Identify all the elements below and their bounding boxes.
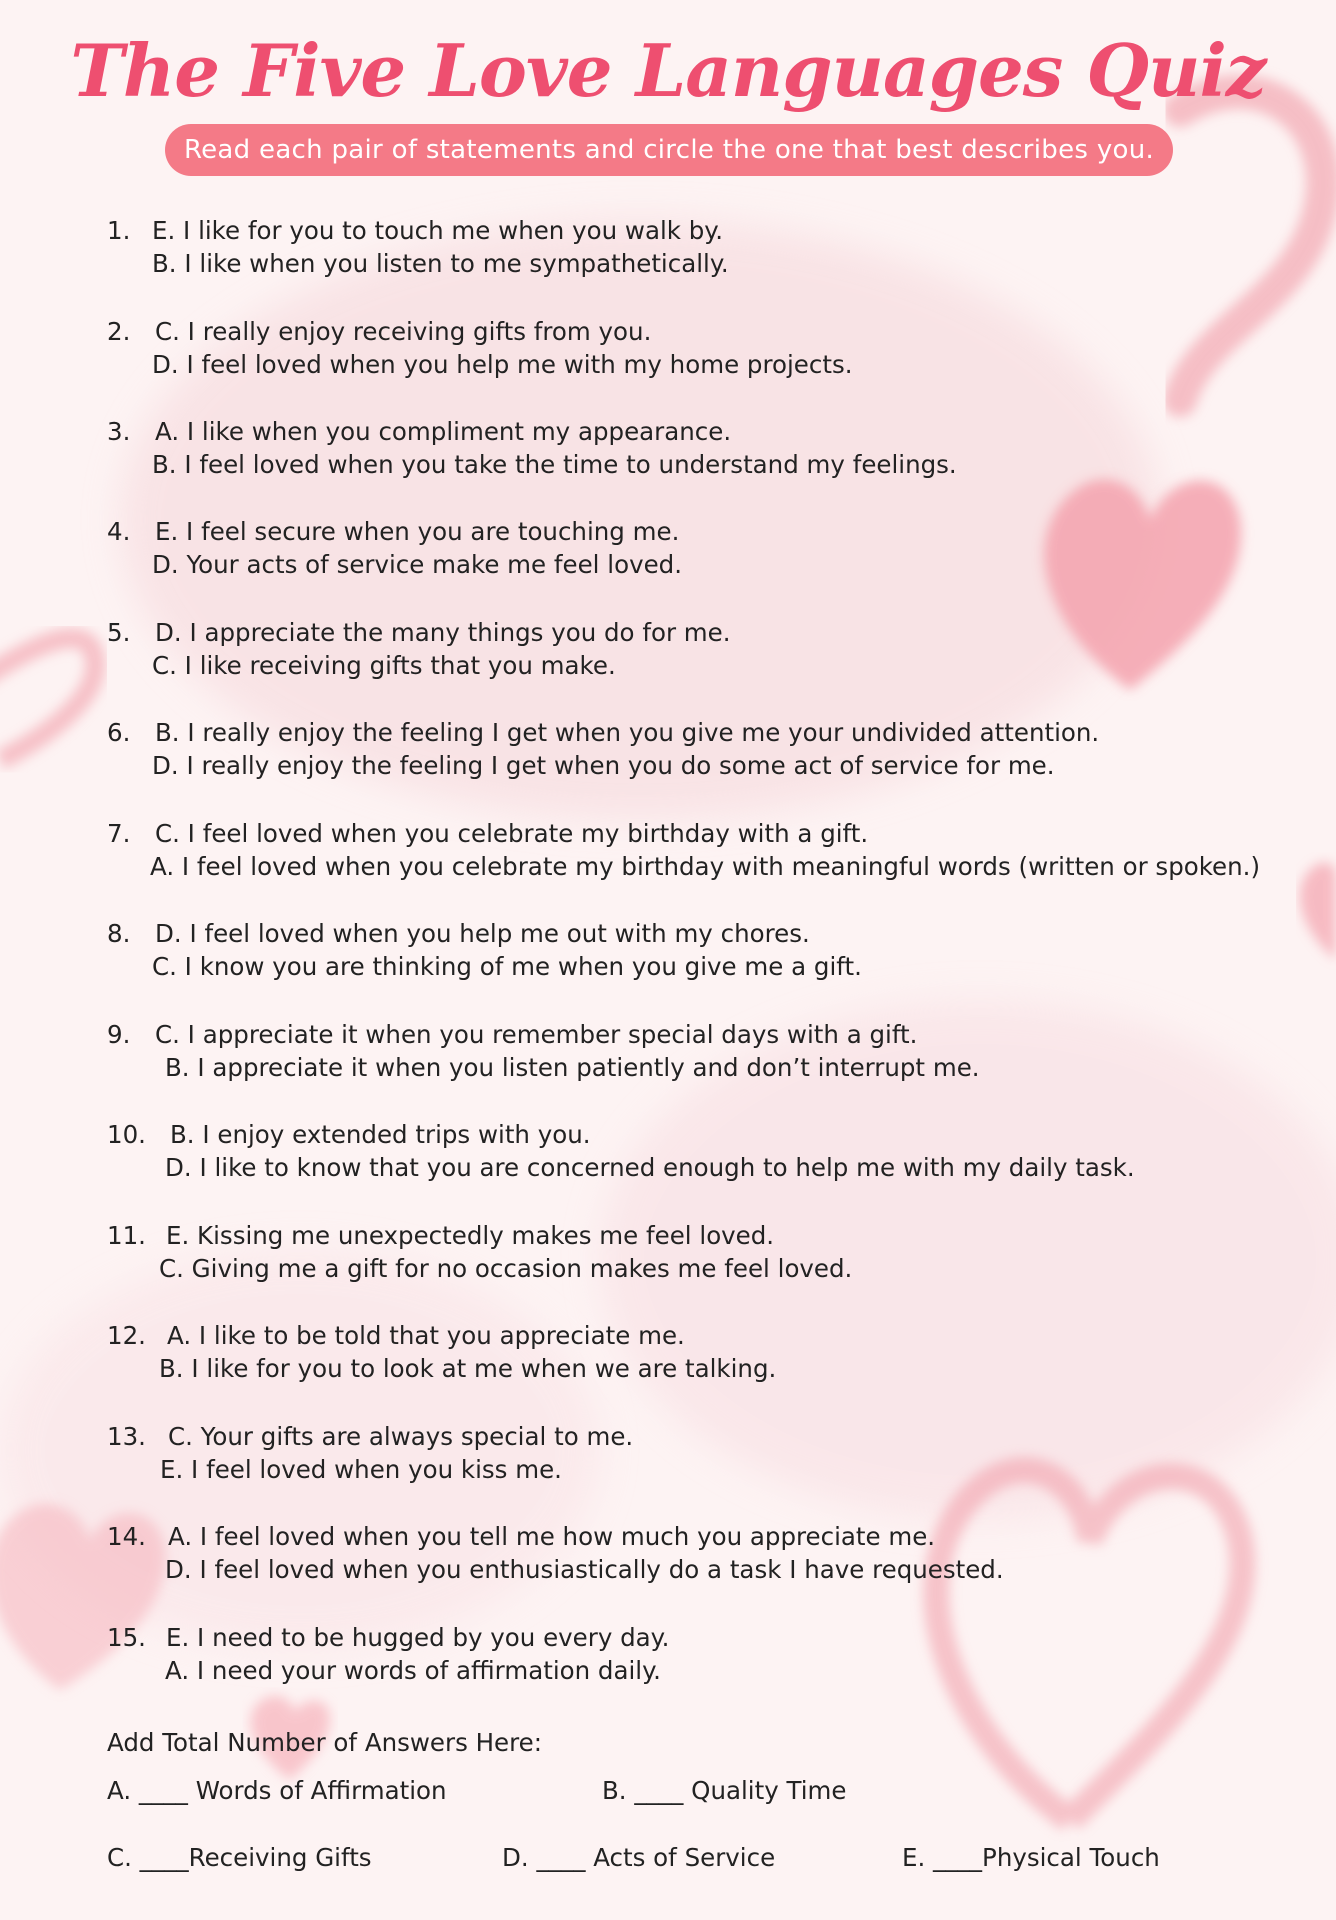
statement-option[interactable]: B. I appreciate it when you listen patiently and don’t interrupt me. [165,1053,980,1082]
statement-option[interactable]: A. I like when you compliment my appearance. [155,417,732,446]
statement-option[interactable]: D. I like to know that you are concerned enough to help me with my daily task. [165,1153,1135,1182]
total-words-of-affirmation[interactable]: A. ____ Words of Affirmation [107,1776,447,1805]
question-number: 14. [107,1522,146,1551]
question-number: 4. [107,517,131,546]
question-number: 8. [107,919,131,948]
instructions-pill: Read each pair of statements and circle the one that best describes you. [165,124,1173,176]
statement-option[interactable]: D. I feel loved when you help me with my home projects. [152,350,853,379]
question-number: 7. [107,819,131,848]
statement-option[interactable]: C. I appreciate it when you remember special days with a gift. [155,1020,918,1049]
statement-option[interactable]: E. I feel loved when you kiss me. [160,1455,562,1484]
statement-option[interactable]: C. Your gifts are always special to me. [168,1422,634,1451]
statement-option[interactable]: D. I appreciate the many things you do for me. [155,618,731,647]
statement-option[interactable]: D. I really enjoy the feeling I get when you do some act of service for me. [152,751,1055,780]
statement-option[interactable]: D. Your acts of service make me feel loved. [152,550,682,579]
question-number: 12. [107,1321,146,1350]
statement-option[interactable]: D. I feel loved when you enthusiastically do a task I have requested. [165,1555,1004,1584]
totals-label: Add Total Number of Answers Here: [107,1728,542,1757]
total-quality-time[interactable]: B. ____ Quality Time [602,1776,847,1805]
question-number: 2. [107,317,131,346]
question-number: 1. [107,216,131,245]
total-receiving-gifts[interactable]: C. ____Receiving Gifts [107,1843,372,1872]
question-number: 3. [107,417,131,446]
statement-option[interactable]: A. I feel loved when you celebrate my birthday with meaningful words (written or spoken.) [150,852,1261,881]
page-title: The Five Love Languages Quiz [70,28,1266,113]
statement-option[interactable]: B. I like when you listen to me sympathetically. [152,249,729,278]
question-number: 11. [107,1221,146,1250]
statement-option[interactable]: C. Giving me a gift for no occasion makes me feel loved. [159,1254,853,1283]
question-number: 9. [107,1020,131,1049]
statement-option[interactable]: A. I like to be told that you appreciate me. [167,1321,685,1350]
statement-option[interactable]: D. I feel loved when you help me out with my chores. [155,919,810,948]
statement-option[interactable]: B. I feel loved when you take the time to understand my feelings. [152,450,957,479]
statement-option[interactable]: C. I like receiving gifts that you make. [152,651,616,680]
question-number: 5. [107,618,131,647]
statement-option[interactable]: E. Kissing me unexpectedly makes me feel loved. [166,1221,775,1250]
statement-option[interactable]: A. I feel loved when you tell me how much you appreciate me. [168,1522,936,1551]
question-number: 10. [107,1120,146,1149]
statement-option[interactable]: E. I need to be hugged by you every day. [166,1623,670,1652]
statement-option[interactable]: C. I really enjoy receiving gifts from you. [155,317,652,346]
statement-option[interactable]: E. I feel secure when you are touching me. [155,517,680,546]
total-physical-touch[interactable]: E. ____Physical Touch [902,1843,1160,1872]
question-number: 15. [107,1623,146,1652]
total-acts-of-service[interactable]: D. ____ Acts of Service [502,1843,776,1872]
statement-option[interactable]: E. I like for you to touch me when you walk by. [152,216,724,245]
statement-option[interactable]: B. I enjoy extended trips with you. [170,1120,591,1149]
statement-option[interactable]: C. I know you are thinking of me when you give me a gift. [152,952,862,981]
question-number: 6. [107,718,131,747]
statement-option[interactable]: B. I really enjoy the feeling I get when you give me your undivided attention. [155,718,1100,747]
statement-option[interactable]: C. I feel loved when you celebrate my birthday with a gift. [155,819,869,848]
statement-option[interactable]: A. I need your words of affirmation daily. [165,1656,661,1685]
question-number: 13. [107,1422,146,1451]
statement-option[interactable]: B. I like for you to look at me when we are talking. [159,1354,777,1383]
